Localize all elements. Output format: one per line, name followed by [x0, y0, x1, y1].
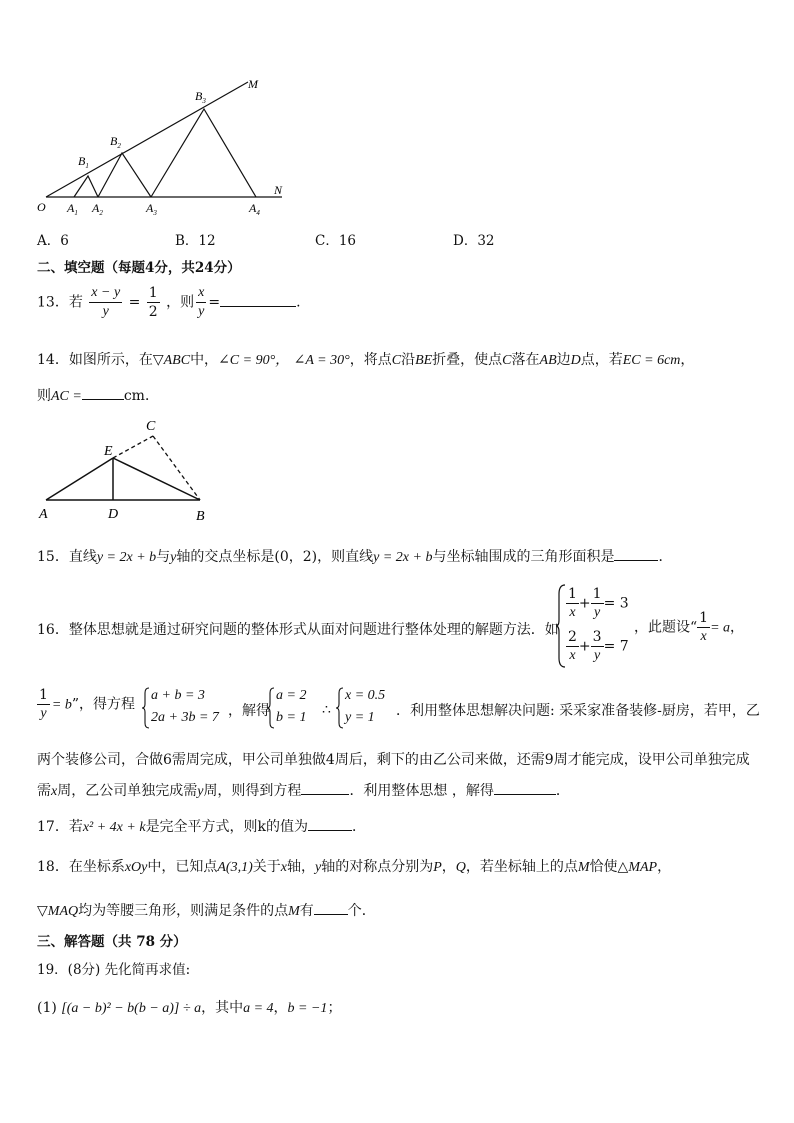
question-18-line2: ▽MAQ均为等腰三角形，则满足条件的点M有 个． — [37, 900, 376, 920]
answer-blank-13[interactable] — [220, 292, 296, 307]
label-c: C — [146, 419, 156, 434]
question-19-title: 19．(8分) 先化简再求值: — [37, 962, 191, 978]
equation-a-plus-b: a + b = 3 — [151, 688, 205, 703]
result-x: x = 0.5 — [345, 688, 386, 703]
system-brace-3 — [267, 687, 275, 729]
result-y: y = 1 — [345, 710, 375, 725]
figure-angle-triangles — [30, 72, 300, 222]
label-a3: $A_3$ — [146, 201, 157, 217]
result-b: b = 1 — [276, 710, 307, 725]
option-d: D．32 — [453, 233, 495, 249]
fraction-x-minus-y-over-y: $\frac{x - y}{y}$ — [91, 285, 121, 319]
question-16-line4: 需x周，乙公司单独完成需y周，则得到方程 ．利用整体思想 ，解得 ． — [37, 780, 570, 800]
label-n: N — [274, 183, 283, 197]
label-o: O — [37, 200, 46, 214]
segment-cb-dashed — [153, 436, 200, 500]
label-b3: $B_3$ — [195, 89, 206, 105]
section-3-title: 三、解答题（共 78 分） — [37, 934, 187, 950]
label-b2: $B_2$ — [110, 134, 121, 150]
equation-2a-plus-3b: 2a + 3b = 7 — [151, 710, 219, 725]
system-equation-2: $\frac{2}{x}$ + $\frac{3}{y}$ = 7 — [568, 629, 629, 663]
question-14-line1: 14．如图所示，在▽ABC中，∠C = 90°， ∠A = 30°，将点C沿BE折叠，使点C落在AB边D点，若EC = 6cm， — [37, 352, 695, 368]
therefore-symbol: ∴ — [322, 702, 331, 718]
label-a: A — [39, 507, 48, 522]
segment-eb — [113, 458, 200, 500]
triangle-3 — [151, 109, 256, 197]
question-17: 17．若x² + 4x + k是完全平方式，则k的值为 ． — [37, 816, 366, 836]
system-brace-1 — [556, 584, 566, 668]
option-b: B．12 — [175, 233, 216, 249]
section-2-title: 二、填空题（每题4分，共24分） — [37, 260, 241, 276]
fraction-x-over-y: $\frac{x}{y}$ — [198, 285, 205, 319]
question-14-line2: 则AC = cm． — [37, 385, 159, 405]
segment-ec-dashed — [113, 436, 153, 458]
result-a: a = 2 — [276, 688, 307, 703]
label-e: E — [104, 444, 113, 459]
question-16-line2: $\frac{1}{y}$ = b”，得方程 — [39, 687, 136, 721]
segment-ae — [46, 458, 113, 500]
question-16-problem: ．利用整体思想解决问题: 采采家准备装修-厨房，若甲，乙 — [396, 703, 760, 719]
question-18-line1: 18．在坐标系xOy中，已知点A(3,1)关于x轴，y轴的对称点分别为P，Q，若坐标轴上的点M恰使△MAP， — [37, 859, 672, 875]
label-a2: $A_2$ — [92, 201, 103, 217]
triangle-symbol: ▽ — [152, 353, 164, 368]
question-15: 15．直线y = 2x + b与y轴的交点坐标是(0，2)，则直线y = 2x + b与坐标轴围成的三角形面积是 ． — [37, 546, 672, 566]
question-16-substitution: ，此题设“ $\frac{1}{x}$ = a， — [634, 610, 745, 644]
solved-label: ，解得 — [228, 703, 270, 719]
triangle-symbol-2: ▽ — [37, 904, 48, 919]
label-d: D — [108, 507, 119, 522]
answer-blank-15[interactable] — [614, 546, 658, 561]
question-16-line3: 两个装修公司，合做6需周完成，甲公司单独做4周后，剩下的由乙公司来做，还需9周才能完成，设甲公司单独完成 — [37, 752, 750, 768]
system-equation-1: $\frac{1}{x}$ + $\frac{1}{y}$ = 3 — [568, 586, 629, 620]
question-19-part1: (1) [(a − b)² − b(b − a)] ÷ a，其中a = 4，b = −1； — [37, 1000, 342, 1016]
option-a: A．6 — [37, 233, 69, 249]
answer-blank-17[interactable] — [308, 816, 352, 831]
system-brace-4 — [336, 687, 344, 729]
answer-blank-18[interactable] — [314, 900, 348, 915]
label-b: B — [196, 509, 205, 524]
question-13: 13．若 $\frac{x - y}{y}$ = $\frac{1}{2}$ ，则 $\frac{x}{y}$ = . — [37, 285, 301, 320]
fraction-one-half: $\frac{1}{2}$ — [148, 285, 158, 320]
option-c: C．16 — [315, 233, 357, 249]
ray-om — [46, 82, 248, 197]
label-m: M — [248, 77, 258, 91]
answer-blank-16-solution[interactable] — [494, 780, 556, 795]
figure-folded-triangle — [34, 414, 224, 526]
question-16-line1: 16．整体思想就是通过研究问题的整体形式从面对问题进行整体处理的解题方法．如 — [37, 622, 559, 638]
system-brace-2 — [142, 687, 150, 729]
answer-blank-14[interactable] — [82, 385, 124, 400]
label-a1: $A_1$ — [67, 201, 78, 217]
answer-blank-16-equation[interactable] — [301, 780, 349, 795]
label-a4: $A_4$ — [249, 201, 260, 217]
triangle-2 — [98, 153, 151, 197]
label-b1: $B_1$ — [78, 154, 89, 170]
